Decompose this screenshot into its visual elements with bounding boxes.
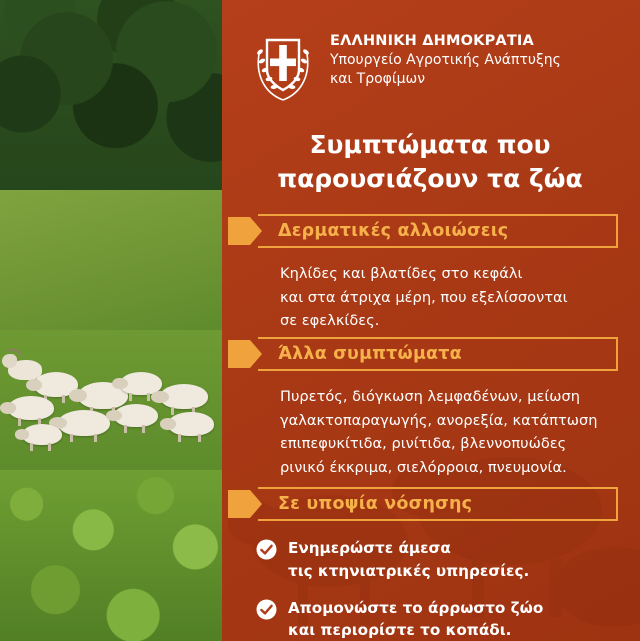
photo-meadow-foreground [0, 470, 222, 641]
section-banner [222, 337, 640, 371]
check-circle-icon [256, 539, 277, 560]
ministry-name [330, 32, 561, 88]
section-banner-label: Δερματικές αλλοιώσεις [278, 221, 509, 241]
list-item-text [288, 597, 543, 641]
bullet-line: Απομονώστε το άρρωστο ζώο [288, 598, 544, 617]
sheep [58, 410, 110, 436]
page-title [250, 128, 610, 195]
sheep-flock-meadow-photo [0, 0, 222, 641]
list-item [256, 537, 616, 583]
ministry-header [250, 32, 561, 102]
sheep [160, 384, 208, 409]
section-body [280, 385, 610, 480]
list-item [256, 597, 616, 641]
section-skin-lesions [222, 214, 640, 333]
body-line: ρινικό έκκριμα, σιελόρροια, πνευμονία. [280, 458, 567, 476]
org-line-1: ΕΛΛΗΝΙΚΗ ΔΗΜΟΚΡΑΤΙΑ [330, 33, 534, 49]
arrow-right-icon [228, 490, 262, 518]
page-title-line-2: παρουσιάζουν τα ζώα [277, 163, 583, 193]
body-line: επιπεφυκίτιδα, ρινίτιδα, βλεννοπυώδες [280, 435, 567, 453]
sheep [22, 424, 62, 445]
arrow-right-icon [228, 340, 262, 368]
body-line: και στα άτριχα μέρη, που εξελίσσονται [280, 288, 568, 306]
org-line-3: και Τροφίμων [330, 70, 426, 87]
bullet-line: τις κτηνιατρικές υπηρεσίες. [288, 561, 530, 580]
bullet-line: και περιορίστε το κοπάδι. [288, 621, 512, 640]
list-item-text [288, 537, 529, 583]
sheep [8, 396, 54, 420]
section-other-symptoms [222, 337, 640, 480]
org-line-2: Υπουργείο Αγροτικής Ανάπτυξης [330, 52, 561, 69]
sheep [114, 404, 158, 427]
check-circle-icon [256, 599, 277, 620]
body-line: Κηλίδες και βλατίδες στο κεφάλι [280, 265, 523, 282]
section-banner-label: Άλλα συμπτώματα [278, 344, 462, 364]
section-suspected-disease [222, 487, 640, 641]
section-banner [222, 487, 640, 521]
bullet-line: Ενημερώστε άμεσα [288, 539, 451, 557]
page-title-line-1: Συμπτώματα που [309, 130, 551, 159]
body-line: Πυρετός, διόγκωση λεμφαδένων, μείωση [280, 388, 581, 405]
arrow-right-icon [228, 217, 262, 245]
section-banner-label: Σε υποψία νόσησης [278, 494, 473, 514]
hellenic-republic-emblem-icon [250, 32, 316, 102]
body-line: γαλακτοπαραγωγής, ανορεξία, κατάπτωση [280, 411, 598, 429]
body-line: σε εφελκίδες. [280, 312, 380, 330]
section-banner [222, 214, 640, 248]
photo-meadow-upper [0, 190, 222, 340]
action-list [256, 537, 616, 641]
section-body [280, 262, 610, 333]
sheep [168, 412, 214, 436]
